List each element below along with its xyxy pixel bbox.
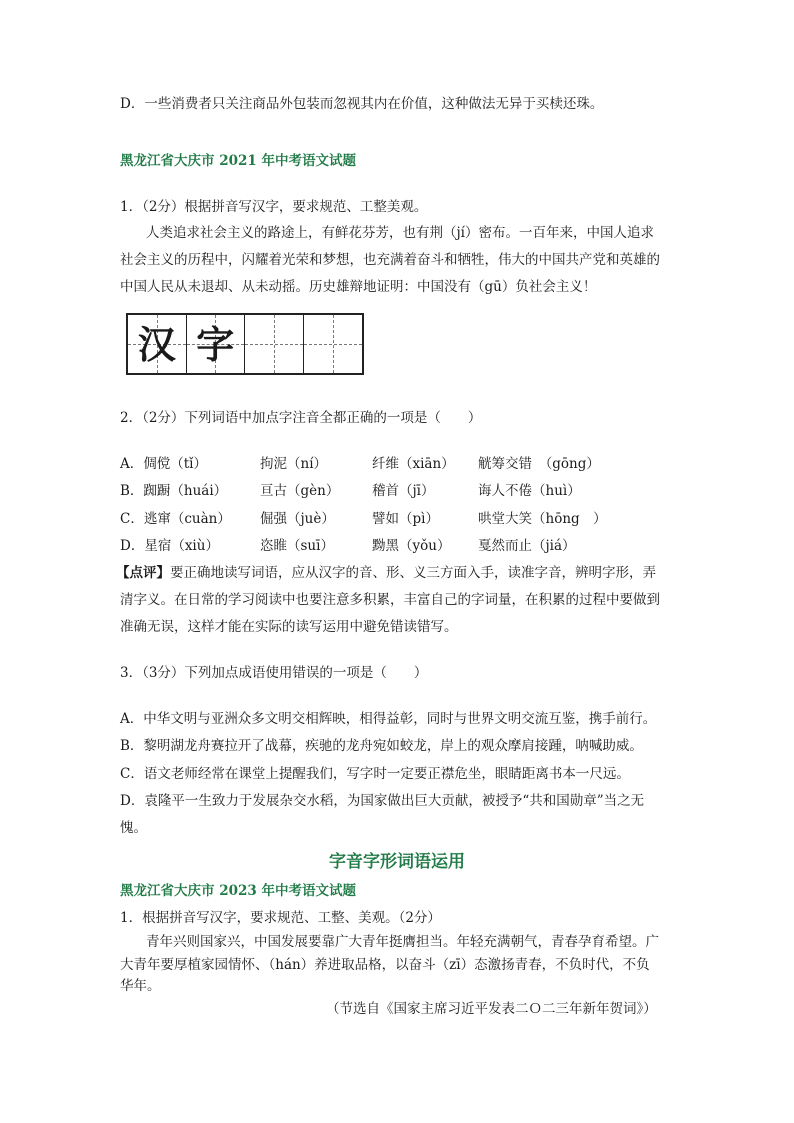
q1-stem: 1．（2分）根据拼音写汉字，要求规范、工整美观。 [120,199,428,215]
q2-option-a-2: 拘泥（ní） [260,456,328,472]
option-d-previous: D．一些消费者只关注商品外包装而忽视其内在价值，这种做法无异于买椟还珠。 [120,96,604,112]
q2-option-c-1: C．逃窜（cuàn） [120,511,231,527]
grid-cell [245,315,304,373]
q3-option-a: A．中华文明与亚洲众多文明交相辉映，相得益彰，同时与世界文明交流互鉴，携手前行。 [120,711,657,727]
q2-option-a-1: A．倜傥（tǐ） [120,456,207,472]
q1-paragraph-line: 社会主义的历程中，闪耀着光荣和梦想，也充满着奋斗和牺牲，伟大的中国共产党和英雄的 [120,252,660,268]
q2-option-b-3: 稽首（jī） [372,483,435,499]
grid-char: 汉 [137,323,176,367]
q3-stem: 3．（3分）下列加点成语使用错误的一项是（ ） [120,665,428,681]
q2-option-a-3: 纤维（xiān） [372,456,455,472]
grid-cell [187,315,246,373]
grid-cell [304,315,363,373]
heading-section: 字音字形词语运用 [329,852,465,872]
q2-note-line: 清字义。在日常的学习阅读中也要注意多积累，丰富自己的字词量，在积累的过程中要做到 [120,592,660,608]
q4-source: （节选自《国家主席习近平发表二Ｏ二三年新年贺词》） [326,1001,657,1017]
q4-stem: 1．根据拼音写汉字，要求规范、工整、美观。（2分） [120,910,441,926]
q4-paragraph-line: 大青年要厚植家园情怀、（hán）养进取品格，以奋斗（zī）态激扬青春，不负时代，不负 [120,957,650,973]
q3-option-c: C．语文老师经常在课堂上提醒我们，写字时一定要正襟危坐，眼睛距离书本一尺远。 [120,766,630,782]
q2-option-a-4: 觥筹交错 （gōng） [478,456,600,472]
q2-option-c-3: 譬如（pì） [372,511,439,527]
section-title-2021: 黑龙江省大庆市 2021 年中考语文试题 [120,153,356,169]
q2-stem: 2．（2分）下列词语中加点字注音全都正确的一项是（ ） [120,410,482,426]
q2-option-b-4: 诲人不倦（huì） [478,483,581,499]
q1-paragraph-line: 人类追求社会主义的路途上，有鲜花芬芳，也有荆（jí）密布。一百年来，中国人追求 [146,225,655,241]
q4-paragraph-line: 华年。 [120,978,161,994]
q2-note-line: 准确无误，这样才能在实际的读写运用中避免错读错写。 [120,619,458,635]
q2-note [116,563,656,583]
q4-paragraph-line: 青年兴则国家兴，中国发展要靠广大青年挺膺担当。年轻充满朝气，青春孕育希望。广 [146,934,659,950]
q2-option-b-2: 亘古（gèn） [260,483,340,499]
section-title-2023: 黑龙江省大庆市 2023 年中考语文试题 [120,883,356,899]
q2-option-b-1: B．踟蹰（huái） [120,483,228,499]
q3-option-d-cont: 愧。 [120,820,147,836]
note-text: 要正确地读写词语，应从汉字的音、形、义三方面入手，读准字音，辨明字形，弄 [170,565,656,581]
q2-option-d-1: D．星宿（xiù） [120,538,219,554]
q2-option-d-2: 恣睢（suī） [260,538,334,554]
q2-option-c-2: 倔强（juè） [260,511,335,527]
grid-cell [128,315,187,373]
note-label: 【点评】 [116,565,170,581]
q1-paragraph-line: 中国人民从未退却、从未动摇。历史雄辩地证明：中国没有（gū）负社会主义！ [120,279,597,295]
q2-option-d-3: 黝黑（yǒu） [372,538,451,554]
writing-grid [126,313,364,375]
q2-option-d-4: 戛然而止（jiá） [478,538,576,554]
grid-char: 字 [196,323,235,367]
q3-option-b: B．黎明湖龙舟赛拉开了战幕，疾驰的龙舟宛如蛟龙，岸上的观众摩肩接踵，呐喊助威。 [120,738,643,754]
q2-option-c-4: 哄堂大笑（hōng ） [478,511,607,527]
q3-option-d: D．袁隆平一生致力于发展杂交水稻，为国家做出巨大贡献，被授予“共和国勋章”当之无 [120,793,645,809]
